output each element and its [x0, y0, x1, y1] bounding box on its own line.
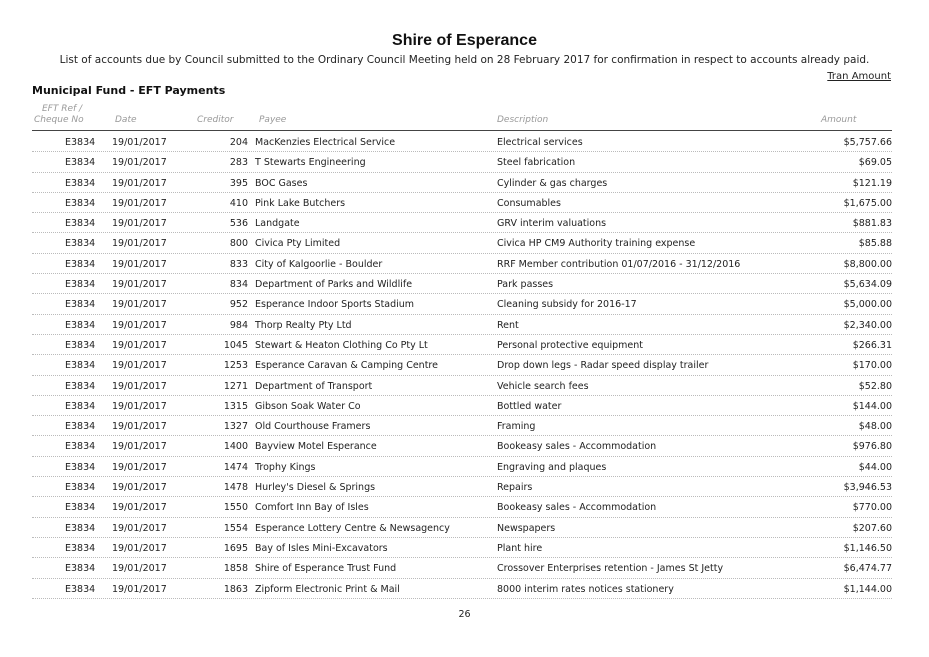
date-cell: 19/01/2017: [112, 197, 167, 209]
table-row: [32, 152, 892, 172]
description-cell: Electrical services: [497, 137, 583, 148]
date-cell: 19/01/2017: [112, 279, 167, 291]
table-row: [32, 193, 892, 213]
payee-cell: Thorp Realty Pty Ltd: [255, 319, 352, 331]
amount-cell: $1,675.00: [843, 197, 892, 209]
creditor-cell: 1253: [223, 360, 248, 372]
amount-cell: $2,340.00: [843, 319, 892, 331]
payee-cell: Old Courthouse Framers: [255, 421, 371, 433]
description-cell: Bookeasy sales - Accommodation: [497, 441, 657, 453]
date-cell: 19/01/2017: [112, 157, 167, 169]
date-cell: 19/01/2017: [112, 299, 167, 311]
description-cell: Engraving and plaques: [497, 461, 607, 473]
date-cell: 19/01/2017: [112, 258, 167, 270]
ref-cell: E3834: [65, 137, 96, 148]
date-cell: 19/01/2017: [112, 339, 167, 351]
description-cell: Cleaning subsidy for 2016-17: [497, 299, 637, 311]
date-cell: 19/01/2017: [112, 441, 167, 453]
ref-cell: E3834: [65, 482, 96, 494]
amount-cell: $1,146.50: [843, 542, 892, 554]
creditor-cell: 1271: [223, 380, 248, 392]
payee-cell: BOC Gases: [255, 177, 308, 189]
payee-cell: Gibson Soak Water Co: [255, 400, 361, 412]
creditor-cell: 204: [229, 137, 248, 148]
table-row: [32, 213, 892, 233]
amount-cell: $5,757.66: [843, 137, 892, 148]
creditor-cell: 1045: [223, 339, 248, 351]
description-cell: Steel fabrication: [497, 157, 576, 169]
date-cell: 19/01/2017: [112, 461, 167, 473]
amount-cell: $44.00: [858, 461, 892, 473]
column-header-creditor: Creditor: [197, 115, 234, 125]
table-row: [32, 315, 892, 335]
table-row: [32, 173, 892, 193]
ref-cell: E3834: [65, 157, 96, 169]
creditor-cell: 800: [229, 238, 248, 250]
column-header-description: Description: [497, 115, 549, 125]
description-cell: 8000 interim rates notices stationery: [497, 583, 674, 595]
creditor-cell: 984: [229, 319, 248, 331]
description-cell: RRF Member contribution 01/07/2016 - 31/12/2016: [497, 258, 741, 270]
ref-cell: E3834: [65, 238, 96, 250]
creditor-cell: 1858: [223, 563, 248, 575]
description-cell: Personal protective equipment: [497, 339, 643, 351]
tran-amount-heading: Tran Amount: [827, 71, 891, 82]
description-cell: Framing: [497, 421, 536, 433]
date-cell: 19/01/2017: [112, 542, 167, 554]
date-cell: 19/01/2017: [112, 380, 167, 392]
payee-cell: Esperance Indoor Sports Stadium: [255, 299, 415, 311]
ref-cell: E3834: [65, 542, 96, 554]
date-cell: 19/01/2017: [112, 218, 167, 230]
table-row: [32, 355, 892, 375]
payee-cell: Department of Transport: [255, 380, 373, 392]
amount-cell: $170.00: [852, 360, 892, 372]
payments-table: [32, 132, 892, 599]
payee-cell: Esperance Lottery Centre & Newsagency: [255, 522, 450, 534]
creditor-cell: 1863: [223, 583, 248, 595]
amount-cell: $5,000.00: [843, 299, 892, 311]
date-cell: 19/01/2017: [112, 177, 167, 189]
ref-cell: E3834: [65, 319, 96, 331]
payee-cell: Shire of Esperance Trust Fund: [255, 563, 397, 575]
date-cell: 19/01/2017: [112, 583, 167, 595]
creditor-cell: 1315: [223, 400, 248, 412]
payee-cell: Esperance Caravan & Camping Centre: [255, 360, 438, 372]
description-cell: GRV interim valuations: [497, 218, 607, 230]
creditor-cell: 834: [229, 279, 248, 291]
ref-cell: E3834: [65, 360, 96, 372]
amount-cell: $1,144.00: [843, 583, 892, 595]
table-row: [32, 538, 892, 558]
amount-cell: $207.60: [852, 522, 892, 534]
table-row: [32, 518, 892, 538]
column-header-payee: Payee: [259, 115, 287, 125]
description-cell: Drop down legs - Radar speed display trailer: [497, 360, 709, 372]
table-row: [32, 335, 892, 355]
table-row: [32, 233, 892, 253]
payee-cell: Bayview Motel Esperance: [255, 441, 377, 453]
description-cell: Cylinder & gas charges: [497, 177, 608, 189]
ref-cell: E3834: [65, 502, 96, 514]
date-cell: 19/01/2017: [112, 360, 167, 372]
amount-cell: $6,474.77: [843, 563, 892, 575]
payee-cell: Comfort Inn Bay of Isles: [255, 502, 369, 514]
ref-cell: E3834: [65, 563, 96, 575]
creditor-cell: 536: [229, 218, 248, 230]
page-subtitle: List of accounts due by Council submitted to the Ordinary Council Meeting held on 28 February 2017 for confirmation in respect to accounts already paid.: [59, 54, 870, 66]
payee-cell: Zipform Electronic Print & Mail: [255, 583, 400, 595]
ref-cell: E3834: [65, 299, 96, 311]
date-cell: 19/01/2017: [112, 563, 167, 575]
creditor-cell: 952: [229, 299, 248, 311]
amount-cell: $5,634.09: [843, 279, 892, 291]
payee-cell: MacKenzies Electrical Service: [255, 137, 396, 148]
amount-cell: $3,946.53: [843, 482, 892, 494]
date-cell: 19/01/2017: [112, 238, 167, 250]
amount-cell: $976.80: [852, 441, 892, 453]
payee-cell: Civica Pty Limited: [255, 238, 341, 250]
creditor-cell: 410: [229, 197, 248, 209]
ref-cell: E3834: [65, 279, 96, 291]
table-row: [32, 558, 892, 578]
payee-cell: Pink Lake Butchers: [255, 197, 346, 209]
amount-cell: $266.31: [852, 339, 892, 351]
amount-cell: $770.00: [852, 502, 892, 514]
ref-cell: E3834: [65, 583, 96, 595]
payee-cell: Stewart & Heaton Clothing Co Pty Lt: [255, 339, 428, 351]
table-row: [32, 376, 892, 396]
ref-cell: E3834: [65, 197, 96, 209]
description-cell: Crossover Enterprises retention - James St Jetty: [497, 563, 724, 575]
creditor-cell: 1550: [223, 502, 248, 514]
table-row: [32, 436, 892, 456]
column-header-ref-2: Cheque No: [34, 115, 84, 125]
amount-cell: $144.00: [852, 400, 892, 412]
amount-cell: $8,800.00: [843, 258, 892, 270]
amount-cell: $52.80: [858, 380, 892, 392]
description-cell: Bottled water: [497, 400, 562, 412]
table-row: [32, 497, 892, 517]
creditor-cell: 1327: [223, 421, 248, 433]
payee-cell: Bay of Isles Mini-Excavators: [255, 542, 388, 554]
payee-cell: Department of Parks and Wildlife: [255, 279, 413, 291]
ref-cell: E3834: [65, 461, 96, 473]
amount-cell: $881.83: [852, 218, 892, 230]
page-number: 26: [458, 609, 471, 620]
payee-cell: Trophy Kings: [255, 461, 316, 473]
date-cell: 19/01/2017: [112, 319, 167, 331]
creditor-cell: 1695: [223, 542, 248, 554]
column-header-date: Date: [115, 115, 137, 125]
ref-cell: E3834: [65, 522, 96, 534]
description-cell: Civica HP CM9 Authority training expense: [497, 238, 696, 250]
column-header-amount: Amount: [821, 115, 857, 125]
column-header-ref: EFT Ref /: [42, 104, 83, 114]
creditor-cell: 283: [229, 157, 248, 169]
table-row: [32, 416, 892, 436]
payee-cell: City of Kalgoorlie - Boulder: [255, 258, 383, 270]
date-cell: 19/01/2017: [112, 502, 167, 514]
ref-cell: E3834: [65, 380, 96, 392]
description-cell: Bookeasy sales - Accommodation: [497, 502, 657, 514]
header-rule: [32, 130, 892, 131]
page-title: Shire of Esperance: [392, 32, 537, 49]
date-cell: 19/01/2017: [112, 522, 167, 534]
table-row: [32, 396, 892, 416]
creditor-cell: 395: [229, 177, 248, 189]
creditor-cell: 833: [229, 258, 248, 270]
creditor-cell: 1554: [223, 522, 248, 534]
date-cell: 19/01/2017: [112, 400, 167, 412]
amount-cell: $48.00: [858, 421, 892, 433]
description-cell: Newspapers: [497, 522, 556, 534]
table-row: [32, 254, 892, 274]
description-cell: Vehicle search fees: [497, 380, 589, 392]
ref-cell: E3834: [65, 218, 96, 230]
amount-cell: $85.88: [858, 238, 892, 250]
payee-cell: Landgate: [255, 218, 300, 230]
description-cell: Plant hire: [497, 542, 543, 554]
creditor-cell: 1474: [223, 461, 248, 473]
description-cell: Repairs: [497, 482, 533, 494]
ref-cell: E3834: [65, 339, 96, 351]
table-row: [32, 132, 892, 152]
ref-cell: E3834: [65, 177, 96, 189]
table-row: [32, 274, 892, 294]
amount-cell: $121.19: [852, 177, 892, 189]
payee-cell: T Stewarts Engineering: [255, 157, 366, 169]
creditor-cell: 1478: [223, 482, 248, 494]
fund-heading: Municipal Fund - EFT Payments: [32, 84, 226, 97]
table-row: [32, 457, 892, 477]
table-row: [32, 477, 892, 497]
table-row: [32, 579, 892, 599]
description-cell: Park passes: [497, 279, 554, 291]
ref-cell: E3834: [65, 258, 96, 270]
ref-cell: E3834: [65, 441, 96, 453]
ref-cell: E3834: [65, 421, 96, 433]
creditor-cell: 1400: [223, 441, 248, 453]
date-cell: 19/01/2017: [112, 421, 167, 433]
description-cell: Consumables: [497, 197, 561, 209]
amount-cell: $69.05: [858, 157, 892, 169]
payee-cell: Hurley's Diesel & Springs: [255, 482, 376, 494]
date-cell: 19/01/2017: [112, 137, 167, 148]
description-cell: Rent: [497, 319, 519, 331]
table-row: [32, 294, 892, 314]
ref-cell: E3834: [65, 400, 96, 412]
date-cell: 19/01/2017: [112, 482, 167, 494]
